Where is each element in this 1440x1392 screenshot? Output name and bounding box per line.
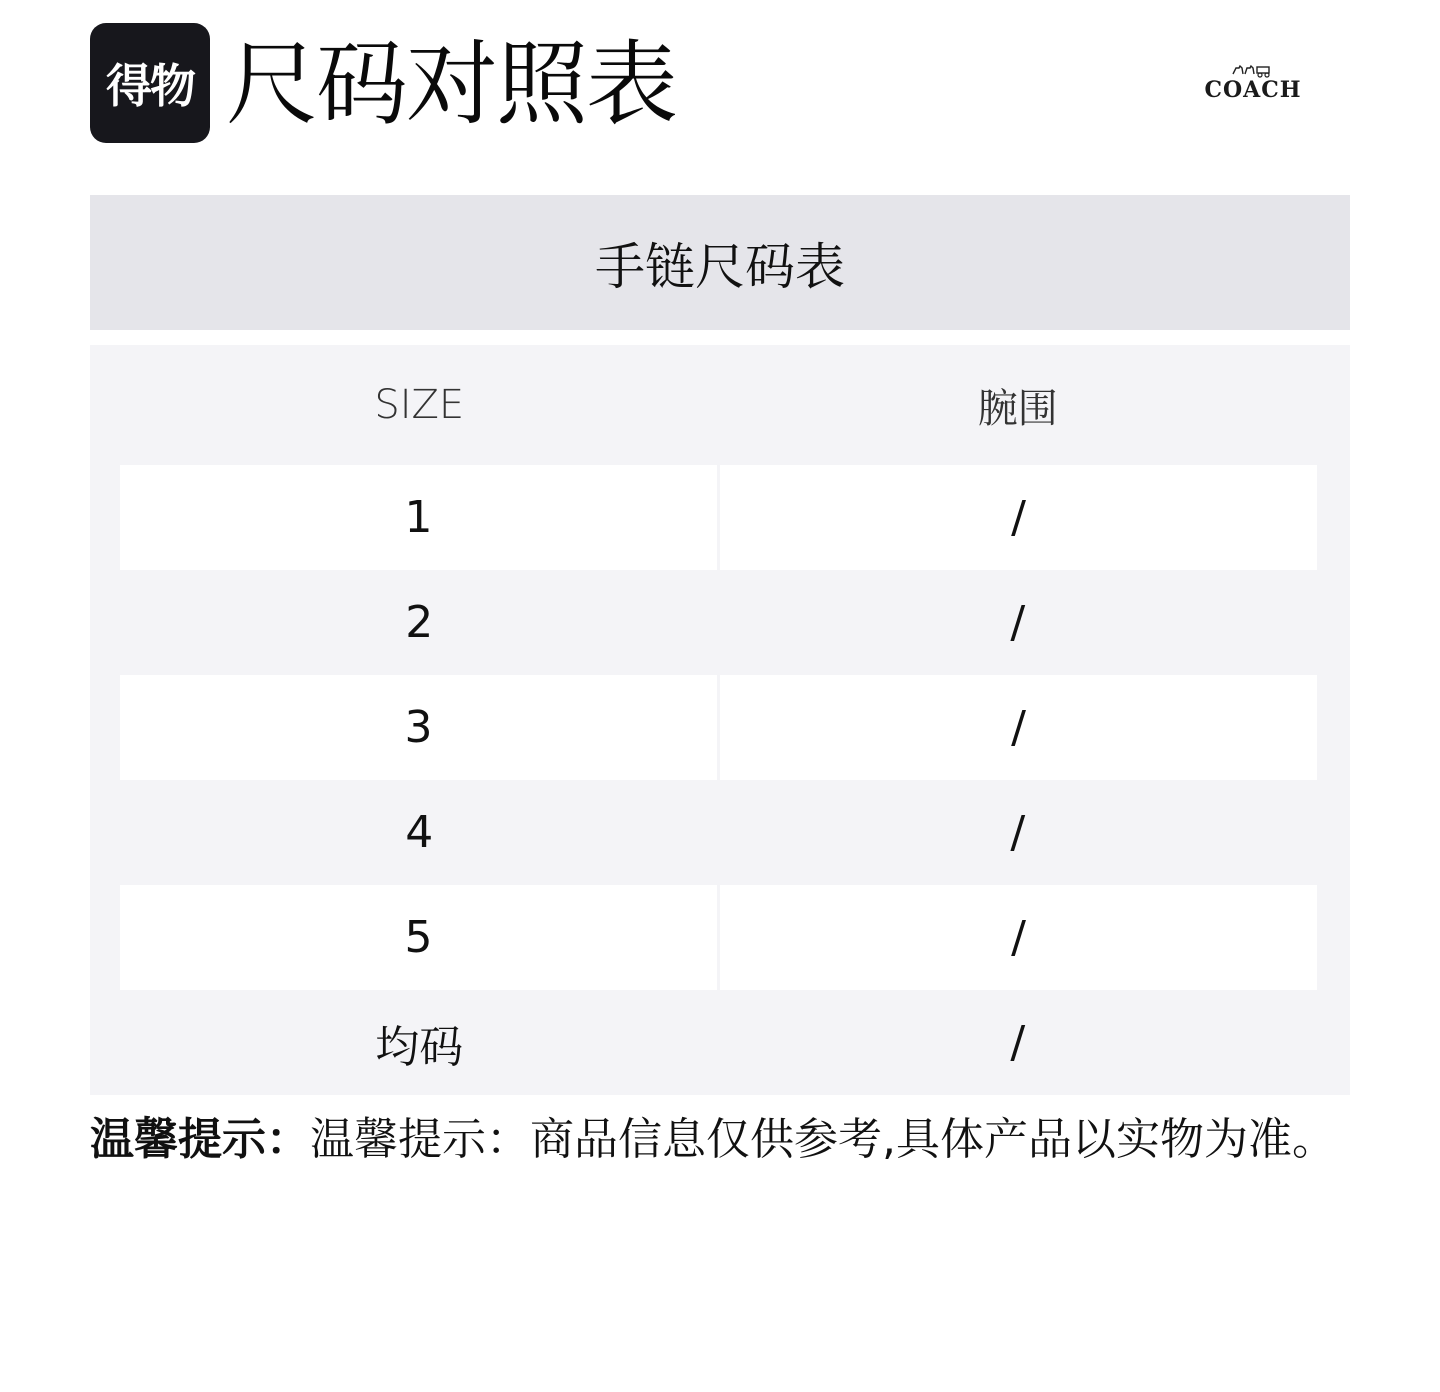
table-row [120, 885, 1317, 990]
size-cell: 4 [405, 807, 434, 858]
horse-carriage-icon [1188, 64, 1318, 78]
size-cell: 5 [120, 885, 717, 990]
wrist-cell: / [720, 885, 1317, 990]
wrist-cell: / [1010, 807, 1026, 858]
size-cell: 3 [120, 675, 717, 780]
page-title: 尺码对照表 [226, 31, 677, 138]
dewu-app-logo: 得物 [90, 23, 210, 143]
notice [90, 1110, 1350, 1170]
table-header-row [120, 345, 1317, 465]
table-row [120, 465, 1317, 570]
table-title: 手链尺码表 [90, 195, 1350, 330]
wrist-cell: / [720, 675, 1317, 780]
table-row [120, 675, 1317, 780]
size-cell: 均码 [375, 1021, 464, 1073]
brand-name: COACH [1204, 77, 1302, 103]
size-cell: 2 [405, 597, 434, 648]
column-header-wrist: 腕围 [977, 385, 1058, 432]
wrist-cell: / [1010, 597, 1026, 648]
size-cell: 1 [120, 465, 717, 570]
wrist-cell: / [720, 465, 1317, 570]
table-row [120, 570, 1317, 675]
table-row [120, 990, 1317, 1095]
wrist-cell: / [1010, 1017, 1026, 1068]
size-table [90, 345, 1350, 1095]
notice-text: 温馨提示：商品信息仅供参考,具体产品以实物为准。 [310, 1114, 1336, 1165]
notice-label: 温馨提示： [90, 1114, 310, 1165]
table-row [120, 780, 1317, 885]
coach-brand-logo [1188, 64, 1318, 106]
table-body [120, 465, 1317, 1095]
column-header-size: SIZE [374, 382, 465, 428]
page-header [90, 22, 1350, 147]
